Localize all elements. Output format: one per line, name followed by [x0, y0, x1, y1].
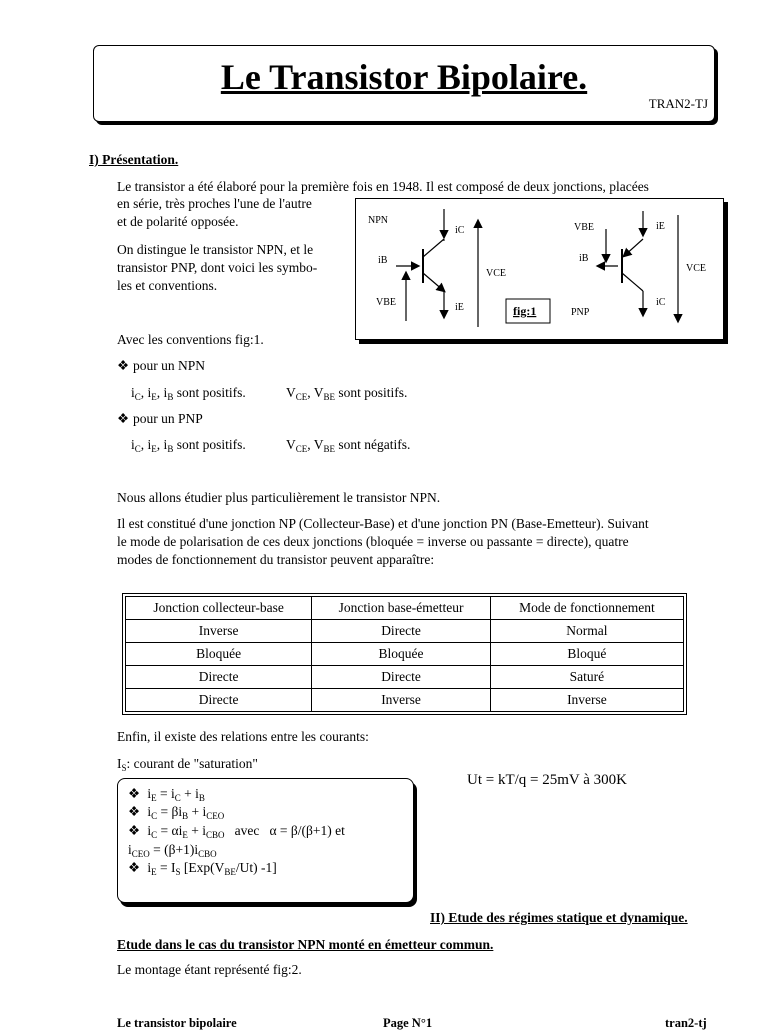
pnp-collector — [622, 273, 643, 291]
table-row — [126, 689, 684, 712]
table-cell: Inverse — [312, 689, 491, 712]
pnp-emitter — [624, 239, 643, 256]
table-cell: Inverse — [126, 620, 312, 643]
pnp-currents-line: $i_C$, $i_E$, $i_B$ sont positifs. — [131, 437, 246, 454]
pnp-ie-label: iE — [656, 221, 665, 232]
npn-voltages-text: sont positifs. — [338, 385, 408, 400]
pnp-ic-label: iC — [656, 297, 666, 308]
table-cell: Directe — [312, 666, 491, 689]
saturation-label: : courant de "saturation" — [126, 756, 258, 771]
npn-ie-label: iE — [455, 302, 464, 313]
text-line: les et conventions. — [117, 278, 218, 293]
figure-transistor-symbols — [355, 198, 724, 340]
pnp-vbe-label: VBE — [574, 222, 594, 233]
table-cell: Directe — [312, 620, 491, 643]
table-cell: Directe — [126, 666, 312, 689]
bullet-pnp — [117, 411, 203, 427]
transistor-symbols-diagram — [356, 199, 723, 339]
npn-vce-label: VCE — [486, 268, 506, 279]
table-row — [126, 620, 684, 643]
diamond-bullet-icon: ❖ — [117, 358, 130, 373]
table-row — [126, 643, 684, 666]
table-cell: Bloqué — [490, 643, 683, 666]
npn-ic-label: iC — [455, 225, 465, 236]
diamond-bullet-icon: ❖ — [117, 411, 130, 426]
pnp-currents-text: sont positifs. — [176, 437, 246, 452]
diamond-bullet-icon: ❖ — [128, 804, 141, 819]
bullet-npn — [117, 358, 205, 374]
bullet-text: pour un PNP — [133, 411, 203, 426]
diamond-bullet-icon: ❖ — [128, 786, 141, 801]
table-header-row — [126, 597, 684, 620]
text-line: et de polarité opposée. — [117, 214, 239, 229]
pnp-vce-label: VCE — [686, 263, 706, 274]
table-cell: Bloquée — [312, 643, 491, 666]
page-title: Le Transistor Bipolaire. — [220, 57, 588, 97]
text-line: Le montage étant représenté fig:2. — [117, 962, 302, 977]
npn-currents-text: sont positifs. — [176, 385, 246, 400]
formula-ic-beta: ❖ $i_C = \beta i_B + i_{CEO}$ — [128, 804, 225, 821]
document-code: TRAN2-TJ — [648, 96, 708, 111]
npn-currents-line: $i_C$, $i_E$, $i_B$ sont positifs. — [131, 385, 246, 402]
table-header-cell: Jonction base-émetteur — [312, 597, 491, 620]
footer-right: tran2-tj — [665, 1016, 707, 1030]
subheading-common-emitter: Etude dans le cas du transistor NPN monté en émetteur commun. — [117, 937, 494, 952]
operating-modes-table — [125, 596, 684, 712]
npn-label: NPN — [368, 215, 389, 226]
text-line: Avec les conventions fig:1. — [117, 332, 264, 347]
formula-iceo: $i_{CEO} = (\beta+1)i_{CBO}$ — [128, 842, 217, 859]
npn-collector — [423, 239, 444, 257]
avec-text: avec — [234, 823, 260, 838]
table-cell: Normal — [490, 620, 683, 643]
text-line: le mode de polarisation de ces deux jonctions (bloquée = inverse ou passante = directe), quatre — [117, 534, 629, 549]
footer-left: Le transistor bipolaire — [117, 1016, 237, 1030]
npn-emitter — [423, 273, 444, 291]
formula-ie: ❖ $i_E = i_C + i_B$ — [128, 786, 205, 803]
footer-page-number: Page N°1 — [383, 1016, 433, 1030]
table-row — [126, 666, 684, 689]
table-cell: Saturé — [490, 666, 683, 689]
alpha-expression: α = β/(β+1) et — [269, 823, 345, 838]
table-cell: Directe — [126, 689, 312, 712]
section-heading-presentation: I) Présentation. — [89, 152, 179, 167]
thermal-voltage: Ut = kT/q = 25mV à 300K — [467, 772, 627, 788]
pnp-ib-label: iB — [579, 253, 589, 264]
fig-label: fig:1 — [513, 304, 537, 318]
table-header-cell: Jonction collecteur-base — [126, 597, 312, 620]
text-line: Le transistor a été élaboré pour la première fois en 1948. Il est composé de deux jonctions, placées — [117, 179, 649, 194]
formula-ic-alpha: ❖ $i_C = \alpha i_E + i_{CBO}$ avec α = β/(β+1) et — [128, 823, 345, 840]
table-cell: Inverse — [490, 689, 683, 712]
text-line: On distingue le transistor NPN, et le — [117, 242, 314, 257]
npn-vbe-label: VBE — [376, 297, 396, 308]
formula-ie-exp: ❖ $i_E = I_S$ [$Exp(V_{BE}/Ut)$ -1] — [128, 860, 277, 877]
pnp-label: PNP — [571, 307, 590, 318]
text-line: Nous allons étudier plus particulièrement le transistor NPN. — [117, 490, 441, 505]
text-line: Enfin, il existe des relations entre les courants: — [117, 729, 369, 744]
npn-ib-label: iB — [378, 255, 388, 266]
pnp-voltages-line: $V_{CE}$, $V_{BE}$ sont négatifs. — [286, 437, 411, 454]
table-cell: Bloquée — [126, 643, 312, 666]
npn-voltages-line: $V_{CE}$, $V_{BE}$ sont positifs. — [286, 385, 408, 402]
table-header-cell: Mode de fonctionnement — [490, 597, 683, 620]
saturation-current-line: $I_S$: courant de "saturation" — [117, 756, 258, 773]
text-line: en série, très proches l'une de l'autre — [117, 196, 312, 211]
text-line: modes de fonctionnement du transistor peuvent apparaître: — [117, 552, 435, 567]
diamond-bullet-icon: ❖ — [128, 860, 141, 875]
pnp-voltages-text: sont négatifs. — [338, 437, 411, 452]
text-line: transistor PNP, dont voici les symbo- — [117, 260, 318, 275]
section-heading-regimes: II) Etude des régimes statique et dynamique. — [430, 910, 688, 925]
formula-box — [117, 778, 414, 903]
title-box — [93, 45, 715, 122]
bullet-text: pour un NPN — [133, 358, 206, 373]
diamond-bullet-icon: ❖ — [128, 823, 141, 838]
text-line: Il est constitué d'une jonction NP (Collecteur-Base) et d'une jonction PN (Base-Emetteur). Suivant — [117, 516, 649, 531]
